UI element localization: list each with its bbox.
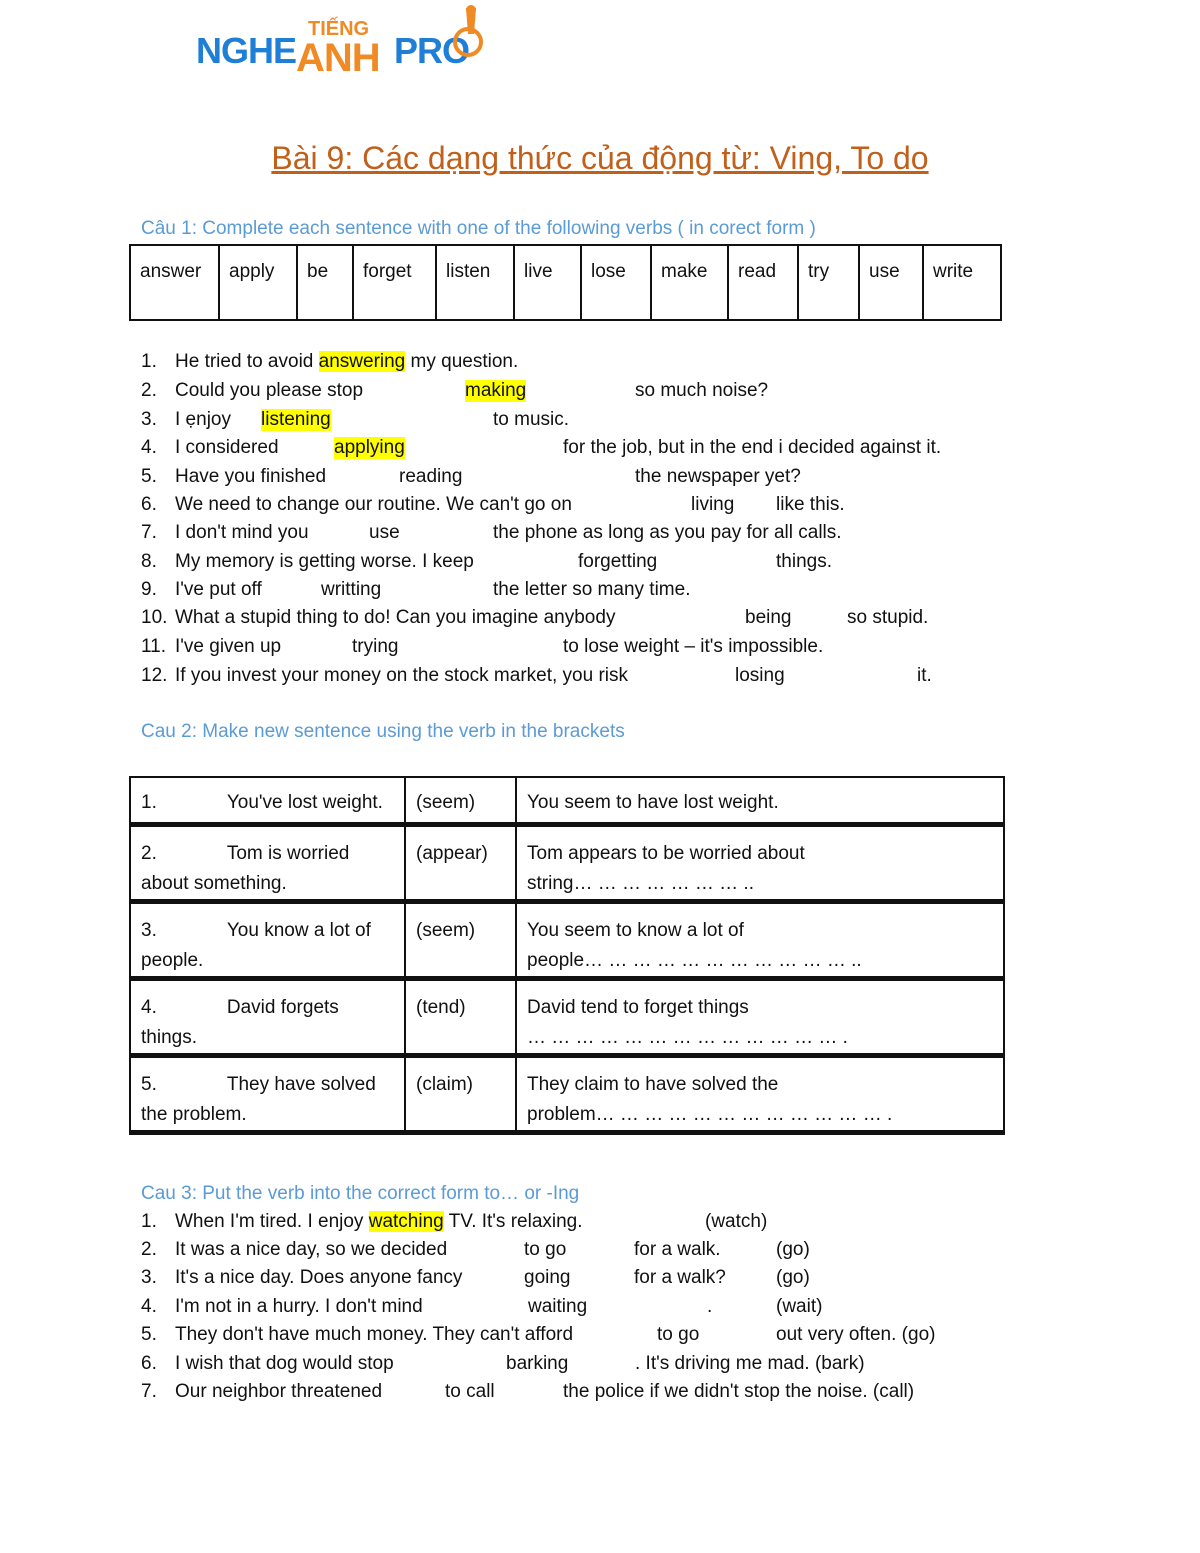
exercise-item: 1. He tried to avoid answering my question. [141, 351, 519, 372]
answer: listening [261, 409, 331, 430]
exercise-item: 3. I ẹnjoy listening to music. [141, 409, 570, 430]
exercise-item: 10. What a stupid thing to do! Can you imagine anybody being so stupid. [141, 607, 929, 628]
exercise-item: 5. They don't have much money. They can't afford to go out very often. (go) [141, 1324, 936, 1345]
table-row: 2. Tom is worried about something. (appear) Tom appears to be worried about string… … … … … … … .. [130, 825, 1004, 902]
exercise-item: 3. It's a nice day. Does anyone fancy going for a walk? (go) [141, 1267, 810, 1288]
verb-cell: try [798, 245, 859, 320]
exercise-item: 4. I'm not in a hurry. I don't mind waiting . (wait) [141, 1296, 823, 1317]
verb-cell: forget [353, 245, 436, 320]
answer: applying [334, 437, 405, 458]
verb-cell: make [651, 245, 728, 320]
answer: barking [506, 1353, 569, 1374]
exercise-item: 4. I considered applying for the job, but in the end i decided against it. [141, 437, 942, 458]
answer: waiting [528, 1296, 588, 1317]
verb-cell: live [514, 245, 581, 320]
verb-cell: lose [581, 245, 651, 320]
logo [196, 4, 496, 84]
microphone-icon [444, 4, 484, 64]
exercise-item: 9. I've put off writting the letter so many time. [141, 579, 691, 600]
section2-heading: Cau 2: Make new sentence using the verb in the brackets [141, 721, 625, 742]
exercise-item: 11. I've given up trying to lose weight – it's impossible. [141, 636, 824, 657]
verb-cell: write [923, 245, 1001, 320]
table-row: 3. You know a lot of people. (seem) You seem to know a lot of people… … … … … … … … … … … .. [130, 902, 1004, 979]
answer: being [745, 607, 792, 628]
section1-heading: Câu 1: Complete each sentence with one of the following verbs ( in corect form ) [141, 218, 816, 239]
answer: going [524, 1267, 571, 1288]
rewrite-table [129, 776, 1005, 1135]
verb-cell: be [297, 245, 353, 320]
answer: writting [321, 579, 382, 600]
verb-cell: answer [130, 245, 219, 320]
exercise-item: 6. We need to change our routine. We can't go on living like this. [141, 494, 845, 515]
answer: reading [399, 466, 463, 487]
answer: living [691, 494, 735, 515]
verb-cell: read [728, 245, 798, 320]
exercise-item: 12. If you invest your money on the stock market, you risk losing it. [141, 665, 932, 686]
table-row: 5. They have solved the problem. (claim) They claim to have solved the problem… … … … … … … … … … … … . [130, 1056, 1004, 1133]
verb-cell: use [859, 245, 923, 320]
page-title: Bài 9: Các dạng thức của động từ: Ving, To do [271, 140, 929, 176]
exercise-item: 5. Have you finished reading the newspaper yet? [141, 466, 801, 487]
exercise-item: 7. Our neighbor threatened to call the police if we didn't stop the noise. (call) [141, 1381, 915, 1402]
logo-pro: PRO [394, 30, 470, 71]
exercise-item: 2. Could you please stop making so much noise? [141, 380, 769, 401]
exercise-item: 8. My memory is getting worse. I keep forgetting things. [141, 551, 832, 572]
exercise-item: 6. I wish that dog would stop barking . It's driving me mad. (bark) [141, 1353, 865, 1374]
logo-anh: ANH [296, 36, 380, 80]
verb-table [129, 244, 1002, 321]
answer: to call [445, 1381, 495, 1402]
logo-tieng: TIẾNG [308, 18, 370, 40]
section3-heading: Cau 3: Put the verb into the correct form to… or -Ing [141, 1183, 580, 1204]
logo-nghe: NGHE [196, 30, 297, 71]
verb-cell: apply [219, 245, 297, 320]
verb-cell: listen [436, 245, 514, 320]
answer: to go [657, 1324, 700, 1345]
exercise-item: 2. It was a nice day, so we decided to go for a walk. (go) [141, 1239, 810, 1260]
table-row: 1. You've lost weight. (seem) You seem to have lost weight. [130, 777, 1004, 825]
table-row: 4. David forgets things. (tend) David tend to forget things … … … … … … … … … … … … … . [130, 979, 1004, 1056]
answer: watching [368, 1211, 444, 1232]
answer: answering [318, 351, 406, 372]
answer: trying [352, 636, 399, 657]
answer: forgetting [578, 551, 658, 572]
exercise-item: 1. When I'm tired. I enjoy watching TV. It's relaxing. (watch) [141, 1211, 768, 1232]
exercise-item: 7. I don't mind you use the phone as long as you pay for all calls. [141, 522, 842, 543]
answer: to go [524, 1239, 567, 1260]
answer: losing [735, 665, 785, 686]
answer: use [369, 522, 400, 543]
answer: making [465, 380, 527, 401]
